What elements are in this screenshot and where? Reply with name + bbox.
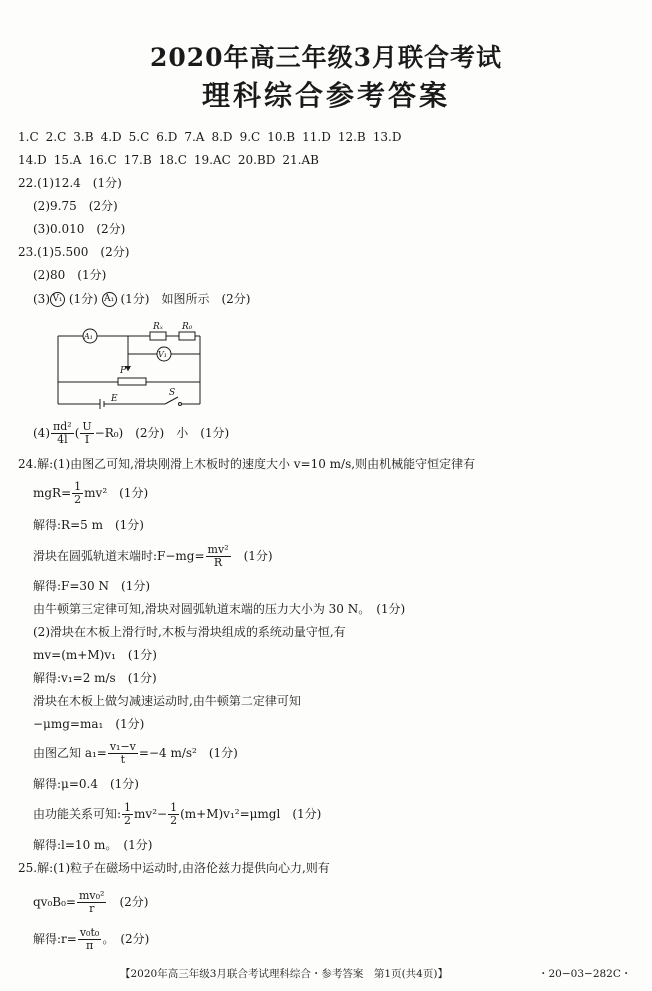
q25-l2-b: (2分) xyxy=(107,895,149,909)
q22-line-1: 22.(1)12.4 (1分) xyxy=(18,176,122,190)
circuit-label-s: S xyxy=(169,388,176,398)
denominator: 2 xyxy=(124,814,132,827)
numerator: U xyxy=(82,420,92,433)
q24-line-4 xyxy=(33,544,273,569)
q24-l12-b: =−4 m/s² (1分) xyxy=(138,746,238,760)
circuit-label-p: P xyxy=(120,366,127,376)
q24-line-5: 解得:F=30 N (1分) xyxy=(33,579,151,593)
fraction xyxy=(77,890,106,915)
answer-item: 21.AB xyxy=(282,153,319,167)
q25-line-1: 25.解:(1)粒子在磁场中运动时,由洛伦兹力提供向心力,则有 xyxy=(18,861,330,875)
denominator: t xyxy=(120,753,126,766)
q23-line-2: (2)80 (1分) xyxy=(33,268,107,282)
circuit-label-r0: R₀ xyxy=(182,322,193,332)
circuit-label-e: E xyxy=(111,394,118,404)
q24-line-11: −μmg=ma₁ (1分) xyxy=(33,717,145,731)
answer-item: 11.D xyxy=(302,130,331,144)
denominator: 2 xyxy=(170,814,178,827)
fraction xyxy=(108,741,138,766)
denominator: I xyxy=(84,433,90,446)
q23-line-4 xyxy=(33,421,229,446)
answer-item: 16.C xyxy=(88,153,117,167)
answer-item: 8.D xyxy=(211,130,233,144)
q23-line-3 xyxy=(33,291,250,307)
answer-item: 13.D xyxy=(372,130,402,144)
q25-l2-a: qv₀B₀= xyxy=(33,895,76,909)
fraction xyxy=(78,927,101,952)
q25-line-2 xyxy=(33,890,148,915)
rheostat xyxy=(118,378,146,385)
circuit-diagram xyxy=(50,320,210,412)
page-footer: 【2020年高三年级3月联合考试理科综合・参考答案 第1页(共4页)】 xyxy=(120,968,448,980)
answer-item: 17.B xyxy=(123,153,152,167)
answer-item: 4.D xyxy=(100,130,122,144)
resistor-rx xyxy=(150,332,166,340)
answer-item: 5.C xyxy=(128,130,150,144)
circuit-label-rx: Rₓ xyxy=(153,322,163,332)
numerator: 1 xyxy=(124,801,132,814)
voltmeter-symbol: V₁ xyxy=(50,292,65,307)
q24-l12-a: 由图乙知 a₁= xyxy=(33,746,107,760)
denominator: r xyxy=(89,902,95,915)
numerator: 1 xyxy=(74,480,82,493)
numerator: mv₀² xyxy=(78,889,105,902)
numerator: v₀t₀ xyxy=(79,926,100,939)
q24-l4-a: 滑块在圆弧轨道末端时:F−mg= xyxy=(33,549,205,563)
answer-item: 14.D xyxy=(18,153,47,167)
circuit-label-v1: V₁ xyxy=(158,350,167,359)
fraction xyxy=(72,481,83,506)
answer-item: 6.D xyxy=(156,130,178,144)
q23-l3-tail: (1分) 如图所示 (2分) xyxy=(120,292,251,306)
q24-line-9: 解得:v₁=2 m/s (1分) xyxy=(33,671,157,685)
q24-l14-b: mv²− xyxy=(134,807,168,821)
answer-item: 9.C xyxy=(239,130,261,144)
q24-line-8: mv=(m+M)v₁ (1分) xyxy=(33,648,157,662)
answer-item: 20.BD xyxy=(237,153,276,167)
answer-item: 19.AC xyxy=(193,153,231,167)
q24-line-12 xyxy=(33,741,238,766)
q23-l4-tail: −R₀) (2分) 小 (1分) xyxy=(94,426,230,440)
numerator: v₁−v xyxy=(109,740,136,753)
answer-item: 18.C xyxy=(158,153,187,167)
q24-line-14 xyxy=(33,802,321,827)
document-code: ・20−03−282C・ xyxy=(538,968,632,980)
fraction xyxy=(168,802,179,827)
fraction xyxy=(206,544,231,569)
answer-item: 10.B xyxy=(267,130,296,144)
paren-open: ( xyxy=(74,426,80,440)
q23-l3-prefix: (3) xyxy=(33,292,50,306)
doc-title: 2020年高三年级3月联合考试 xyxy=(150,43,502,72)
q24-line-13: 解得:μ=0.4 (1分) xyxy=(33,777,139,791)
q24-l14-c: (m+M)v₁²=μmgl (1分) xyxy=(180,807,322,821)
q24-line-2 xyxy=(33,481,148,506)
q24-line-15: 解得:l=10 m。 (1分) xyxy=(33,838,153,852)
q24-line-10: 滑块在木板上做匀减速运动时,由牛顿第二定律可知 xyxy=(33,694,301,708)
numerator: 1 xyxy=(170,801,178,814)
q24-l4-b: (1分) xyxy=(231,549,273,563)
denominator: R xyxy=(213,556,223,569)
fraction xyxy=(51,421,74,446)
switch-blade xyxy=(165,397,178,404)
q23-l3-score-1: (1分) xyxy=(68,292,98,306)
fraction xyxy=(122,802,133,827)
circuit-label-a1: A₁ xyxy=(84,332,93,341)
q22-line-2: (2)9.75 (2分) xyxy=(33,199,118,213)
q24-line-1: 24.解:(1)由图乙可知,滑块刚滑上木板时的速度大小 v=10 m/s,则由机械能守恒定律有 xyxy=(18,457,476,471)
resistor-r0 xyxy=(179,332,195,340)
q25-l3-a: 解得:r= xyxy=(33,932,77,946)
q24-line-3: 解得:R=5 m (1分) xyxy=(33,518,144,532)
q23-line-1: 23.(1)5.500 (2分) xyxy=(18,245,130,259)
numerator: mv² xyxy=(207,543,229,556)
answer-item: 12.B xyxy=(337,130,366,144)
q23-l4-prefix: (4) xyxy=(33,426,50,440)
q24-line-7: (2)滑块在木板上滑行时,木板与滑块组成的系统动量守恒,有 xyxy=(33,625,346,639)
ammeter-symbol: A₁ xyxy=(102,292,117,307)
denominator: 2 xyxy=(74,493,82,506)
answer-item: 2.C xyxy=(45,130,67,144)
doc-subtitle: 理科综合参考答案 xyxy=(201,79,450,112)
answer-item: 3.B xyxy=(73,130,94,144)
q24-l2-b: mv² (1分) xyxy=(84,486,149,500)
q25-line-3 xyxy=(33,927,149,952)
numerator: πd² xyxy=(53,420,72,433)
q22-line-3: (3)0.010 (2分) xyxy=(33,222,126,236)
denominator: π xyxy=(85,939,94,952)
choice-answers-row-1 xyxy=(18,129,408,145)
q24-line-6: 由牛顿第三定律可知,滑块对圆弧轨道末端的压力大小为 30 N。 (1分) xyxy=(33,602,406,616)
q24-l2-a: mgR= xyxy=(33,486,72,500)
q25-l3-b: 。 (2分) xyxy=(102,932,150,946)
choice-answers-row-2 xyxy=(18,152,326,168)
answer-item: 7.A xyxy=(184,130,205,144)
answer-item: 1.C xyxy=(18,130,39,144)
answer-item: 15.A xyxy=(53,153,82,167)
denominator: 4l xyxy=(57,433,68,446)
fraction xyxy=(80,421,93,446)
q24-l14-a: 由功能关系可知: xyxy=(33,807,122,821)
